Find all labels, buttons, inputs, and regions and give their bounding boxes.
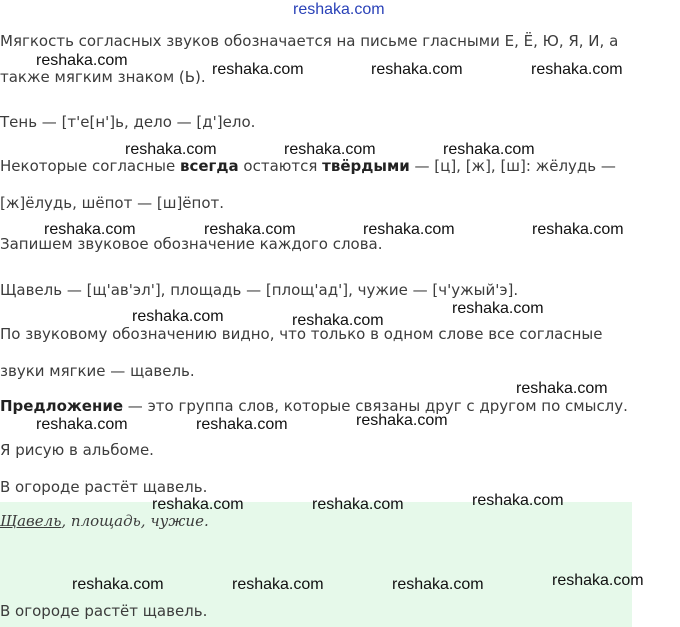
watermark: reshaka.com [531, 61, 623, 78]
watermark: reshaka.com [472, 492, 564, 509]
watermark: reshaka.com [552, 572, 644, 589]
underlined-word: Щавель [0, 512, 62, 530]
watermark: reshaka.com [196, 416, 288, 433]
text-line: Щавель — [щ'ав'эл'], площадь — [площ'ад'], чужие — [ч'ужый'э]. [0, 281, 519, 299]
watermark: reshaka.com [125, 141, 217, 158]
watermark: reshaka.com [363, 221, 455, 238]
watermark: reshaka.com [532, 221, 624, 238]
watermark: reshaka.com [371, 61, 463, 78]
definition-line: Предложение — это группа слов, которые связаны друг с другом по смыслу. [0, 397, 628, 415]
watermark: reshaka.com [72, 576, 164, 593]
watermark: reshaka.com [152, 496, 244, 513]
text-line: [ж]ёлудь, шёпот — [ш]ёпот. [0, 194, 225, 212]
watermark: reshaka.com [392, 576, 484, 593]
watermark: reshaka.com [516, 380, 608, 397]
watermark: reshaka.com [312, 496, 404, 513]
watermark: reshaka.com [232, 576, 324, 593]
watermark: reshaka.com [356, 412, 448, 429]
watermark: reshaka.com [204, 221, 296, 238]
text-line: Я рисую в альбоме. [0, 441, 154, 459]
text-line: Тень — [т'е[н']ь, дело — [д']ело. [0, 113, 256, 131]
answer-sentence: В огороде растёт щавель. [0, 602, 208, 620]
watermark: reshaka.com [212, 61, 304, 78]
text-line: Запишем звуковое обозначение каждого слова. [0, 235, 383, 253]
watermark: reshaka.com [36, 416, 128, 433]
watermark: reshaka.com [36, 52, 128, 69]
watermark: reshaka.com [284, 141, 376, 158]
text-line: В огороде растёт щавель. [0, 478, 208, 496]
watermark: reshaka.com [44, 221, 136, 238]
text-line: также мягким знаком (Ь). [0, 68, 206, 86]
watermark: reshaka.com [443, 141, 535, 158]
text-line: Мягкость согласных звуков обозначается на письме гласными Е, Ё, Ю, Я, И, а [0, 32, 619, 50]
watermark: reshaka.com [452, 300, 544, 317]
text-line: звуки мягкие — щавель. [0, 362, 195, 380]
answer-words: Щавель, площадь, чужие. [0, 512, 209, 530]
text-line: Некоторые согласные всегда остаются твёрдыми — [ц], [ж], [ш]: жёлудь — [0, 157, 616, 175]
text-line: По звуковому обозначению видно, что только в одном слове все согласные [0, 325, 603, 343]
site-header[interactable]: reshaka.com [293, 1, 385, 18]
watermark: reshaka.com [132, 308, 224, 325]
watermark: reshaka.com [292, 312, 384, 329]
